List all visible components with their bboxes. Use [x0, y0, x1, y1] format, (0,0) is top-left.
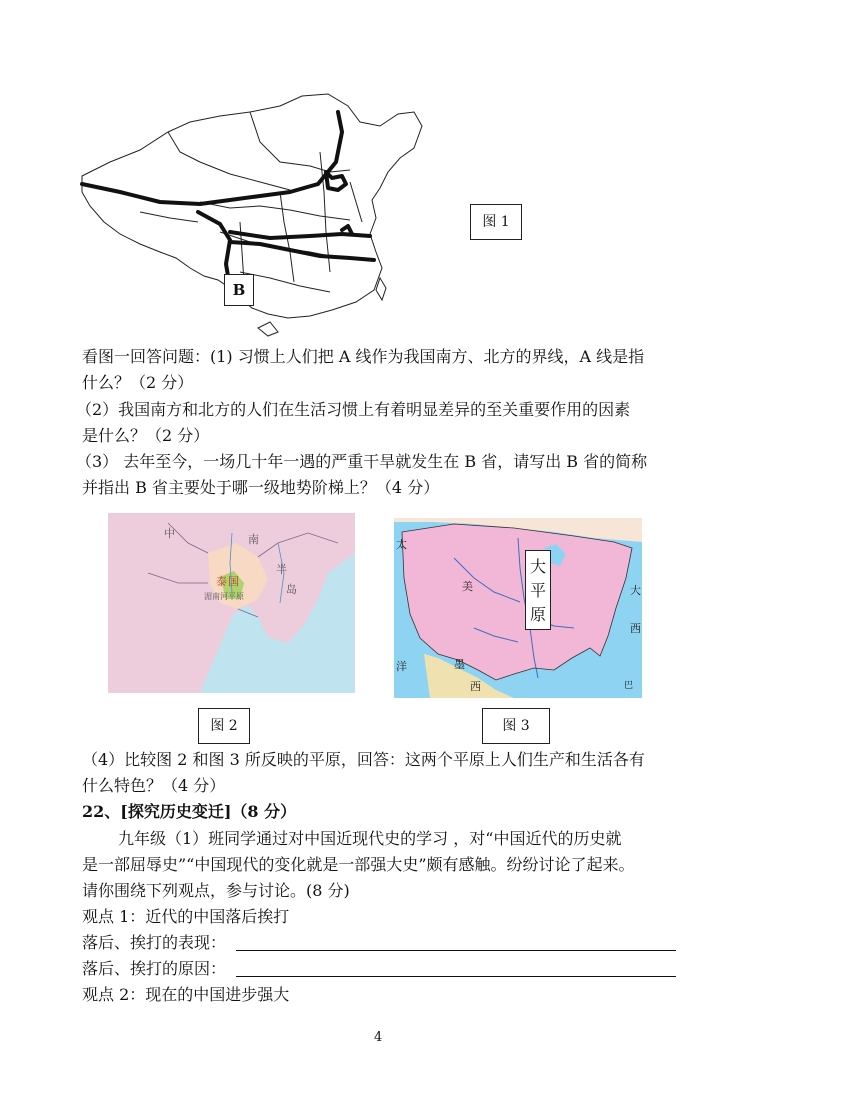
figure-2-map — [108, 513, 355, 693]
fig3-box-line-3: 原 — [529, 605, 546, 624]
fig3-label-xi2: 西 — [470, 680, 481, 693]
fig2-label-plain: 湄南河平原 — [204, 592, 244, 601]
usa-map-svg — [394, 518, 642, 698]
fig3-label-xi: 西 — [630, 622, 641, 635]
q21-line-8: 什么特色？（4 分） — [82, 776, 226, 795]
q22-view-2: 观点 2：现在的中国进步强大 — [82, 985, 290, 1004]
q21-line-3: （2）我国南方和北方的人们在生活习惯上有着明显差异的至关重要作用的因素 — [76, 400, 631, 419]
q21-line-1: 看图一回答问题：(1) 习惯上人们把 A 线作为我国南方、北方的界线，A 线是指 — [82, 347, 645, 366]
fig3-label-da: 大 — [630, 584, 641, 597]
fig2-label-guo: 国 — [228, 575, 239, 588]
figure-1-caption: 图 1 — [470, 204, 522, 240]
fig3-box-line-1: 大 — [529, 557, 546, 576]
q22-reason-answer-line[interactable] — [236, 976, 676, 977]
fig3-box-line-2: 平 — [529, 581, 546, 600]
q21-line-5: （3） 去年至今，一场几十年一遇的严重干旱就发生在 B 省，请写出 B 省的简称 — [76, 452, 648, 471]
fig2-label-dao: 岛 — [286, 583, 297, 596]
fig3-label-mo: 墨 — [454, 658, 465, 671]
fig3-label-ba: 巴 — [624, 681, 634, 691]
indochina-map-svg — [108, 513, 355, 693]
page-number: 4 — [374, 1030, 383, 1045]
q22-heading: 22、[探究历史变迁]（8 分） — [82, 802, 297, 821]
fig2-label-nan: 南 — [248, 533, 259, 546]
fig3-label-yang: 洋 — [396, 660, 407, 673]
fig2-label-ban: 半 — [276, 563, 287, 576]
q22-paragraph-line-3: 请你围绕下列观点，参与讨论。(8 分) — [82, 881, 350, 900]
q21-line-4: 是什么？（2 分） — [82, 426, 210, 445]
q22-performance-answer-line[interactable] — [236, 950, 676, 951]
figure-3-caption: 图 3 — [482, 708, 550, 744]
fig2-label-zhong: 中 — [164, 527, 175, 540]
figure-3-map — [394, 518, 642, 698]
fig2-label-tai: 泰 — [216, 575, 227, 588]
q21-line-2: 什么？（2 分） — [82, 373, 194, 392]
q22-paragraph-line-2: 是一部屈辱史”“中国现代的变化就是一部强大史”颇有感触。纷纷讨论了起来。 — [82, 855, 635, 874]
q22-view-1: 观点 1：近代的中国落后挨打 — [82, 907, 290, 926]
fig3-label-mei: 美 — [462, 580, 473, 593]
q22-performance-label: 落后、挨打的表现： — [82, 933, 227, 952]
q22-paragraph-line-1: 九年级（1）班同学通过对中国近现代史的学习 ，对“中国近代的历史就 — [118, 829, 622, 848]
figure-3-plain-box — [525, 550, 551, 630]
q22-reason-label: 落后、挨打的原因： — [82, 959, 227, 978]
q21-line-6: 并指出 B 省主要处于哪一级地势阶梯上？（4 分） — [82, 478, 440, 497]
figure-1-label-b: B — [224, 274, 254, 306]
fig3-label-tai: 太 — [396, 538, 407, 551]
figure-2-caption: 图 2 — [198, 708, 250, 744]
q21-line-7: （4）比较图 2 和图 3 所反映的平原，回答：这两个平原上人们生产和生活各有 — [82, 750, 645, 769]
